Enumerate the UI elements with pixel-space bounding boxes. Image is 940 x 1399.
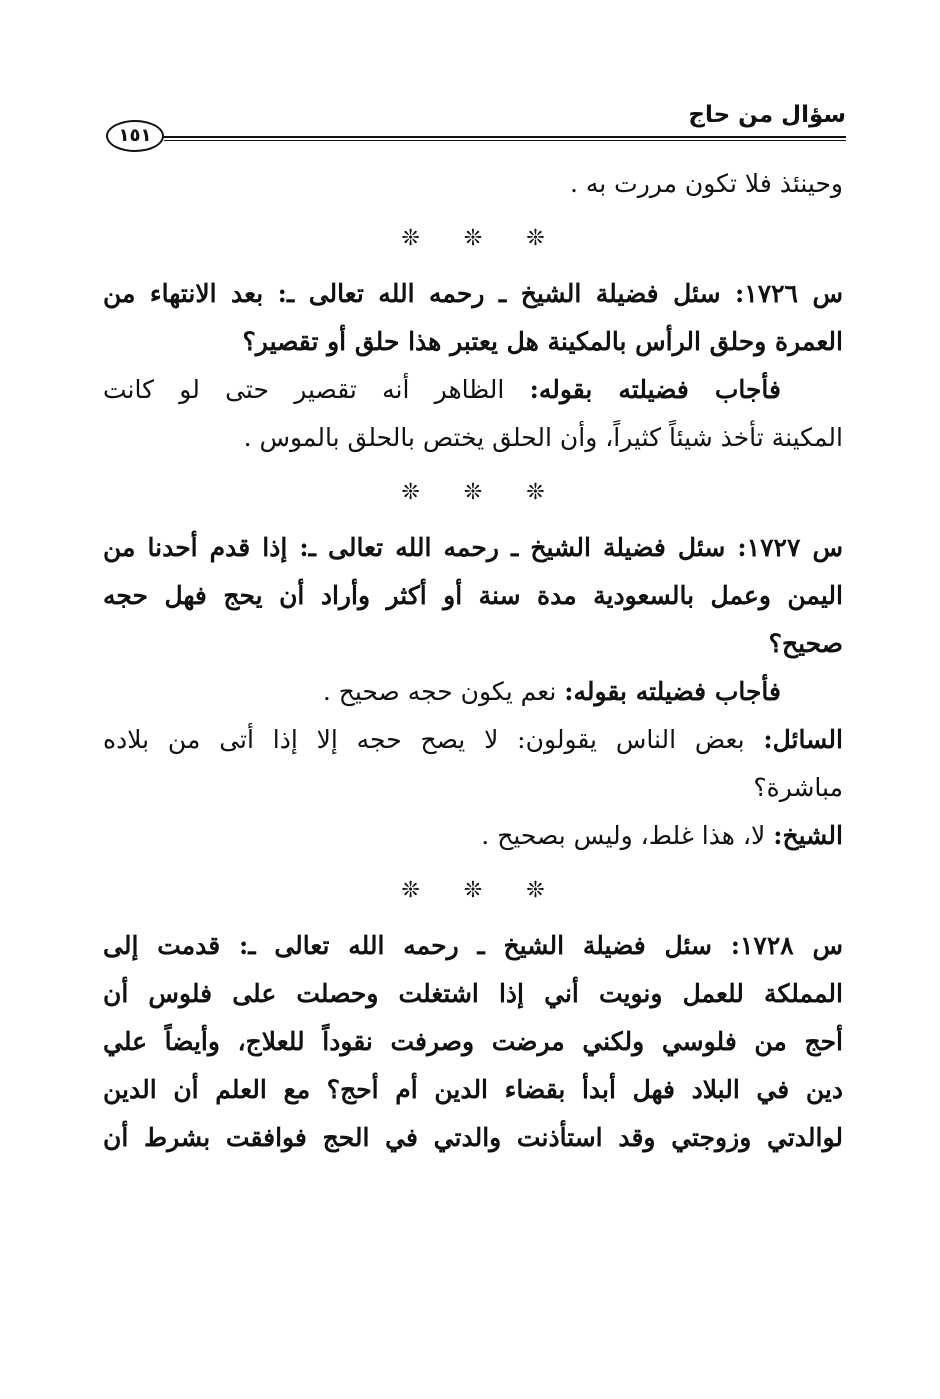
- question-lead: س ١٧٢٦: سئل فضيلة الشيخ ـ رحمه الله تعالى ـ:: [277, 279, 843, 308]
- answer-lead: فأجاب فضيلته بقوله:: [564, 677, 781, 706]
- question-line: المملكة للعمل ونويت أني إذا اشتغلت وحصلت على فلوس أن: [103, 979, 843, 1008]
- question-1726: [103, 270, 843, 462]
- dialogue-line: [103, 812, 843, 860]
- page-number: ١٥١: [106, 120, 164, 152]
- section-separator: [103, 860, 843, 922]
- question-text: إذا قدم أحدنا من: [103, 533, 300, 562]
- sheikh-text: لا، هذا غلط، وليس بصحيح .: [481, 821, 774, 850]
- page-body: [103, 160, 843, 1162]
- question-line: صحيح؟: [768, 629, 843, 658]
- sheikh-label: الشيخ:: [773, 821, 843, 850]
- page-header: [100, 100, 846, 150]
- chapter-title: سؤال من حاج: [688, 102, 846, 128]
- question-line: دين في البلاد فهل أبدأ بقضاء الدين أم أحج؟ مع العلم أن الدين: [103, 1075, 843, 1104]
- asker-label: السائل:: [763, 725, 843, 754]
- star-ornament-icon: ❊: [463, 226, 483, 251]
- answer-text: نعم يكون حجه صحيح .: [322, 677, 565, 706]
- star-ornament-icon: ❊: [463, 878, 483, 903]
- question-line: لوالدتي وزوجتي وقد استأذنت والدتي في الحج فوافقت بشرط أن: [103, 1123, 843, 1152]
- header-rule-thin: [164, 140, 846, 141]
- star-ornament-icon: ❊: [401, 226, 420, 251]
- header-rule: [158, 136, 846, 138]
- section-separator: [103, 208, 843, 270]
- star-ornament-icon: ❊: [401, 480, 420, 505]
- question-lead: س ١٧٢٨: سئل فضيلة الشيخ ـ رحمه الله تعالى ـ:: [239, 931, 843, 960]
- question-line: [103, 524, 843, 572]
- star-ornament-icon: ❊: [401, 878, 420, 903]
- question-line: [103, 922, 843, 970]
- dialogue-line: مباشرة؟: [753, 773, 843, 802]
- star-ornament-icon: ❊: [526, 480, 545, 505]
- answer-line: [103, 366, 843, 414]
- asker-text: بعض الناس يقولون: لا يصح حجه إلا إذا أتى من بلاده: [103, 725, 764, 754]
- question-text: بعد الانتهاء من: [103, 279, 278, 308]
- intro-text: وحينئذ فلا تكون مررت به .: [569, 169, 843, 198]
- question-lead: س ١٧٢٧: سئل فضيلة الشيخ ـ رحمه الله تعالى ـ:: [299, 533, 843, 562]
- answer-line: المكينة تأخذ شيئاً كثيراً، وأن الحلق يختص بالحلق بالموس .: [243, 423, 843, 452]
- answer-text: الظاهر أنه تقصير حتى لو كانت: [103, 375, 530, 404]
- star-ornament-icon: ❊: [526, 226, 545, 251]
- answer-line: [103, 668, 843, 716]
- star-ornament-icon: ❊: [463, 480, 483, 505]
- question-line: العمرة وحلق الرأس بالمكينة هل يعتبر هذا حلق أو تقصير؟: [242, 327, 843, 356]
- question-1728: [103, 922, 843, 1162]
- question-line: أحج من فلوسي ولكني مرضت وصرفت نقوداً للعلاج، وأيضاً علي: [103, 1027, 843, 1056]
- dialogue-line: [103, 716, 843, 764]
- question-1727: [103, 524, 843, 860]
- star-ornament-icon: ❊: [526, 878, 545, 903]
- answer-lead: فأجاب فضيلته بقوله:: [529, 375, 782, 404]
- question-line: اليمن وعمل بالسعودية مدة سنة أو أكثر وأراد أن يحج فهل حجه: [103, 581, 843, 610]
- question-line: [103, 270, 843, 318]
- section-separator: [103, 462, 843, 524]
- question-text: قدمت إلى: [103, 931, 239, 960]
